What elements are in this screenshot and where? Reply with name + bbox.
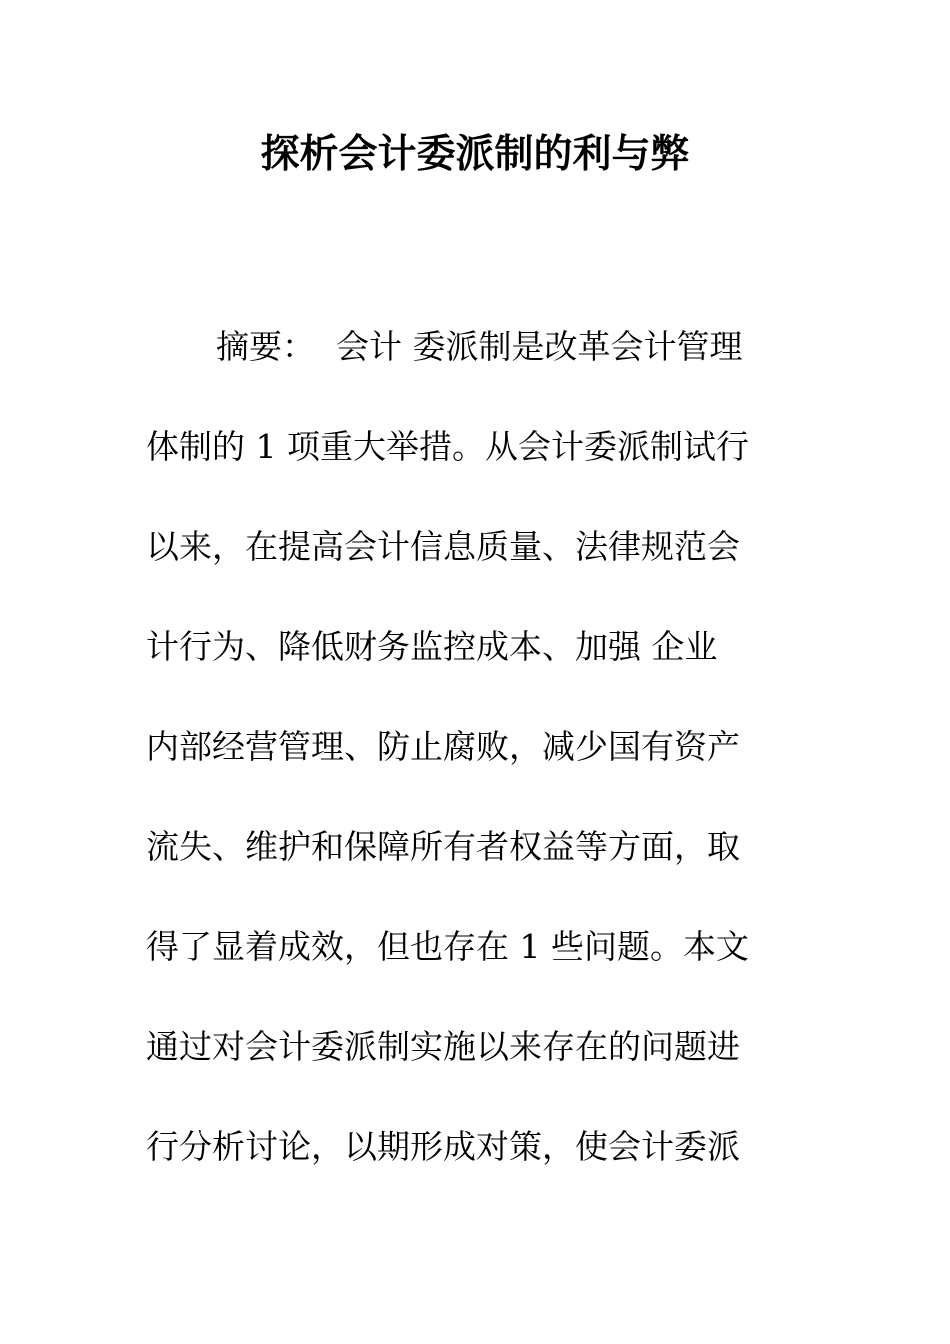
abstract-line: 得了显着成效，但也存在 1 些问题。本文	[146, 927, 749, 966]
abstract-line: 内部经营管理、防止腐败，减少国有资产	[146, 727, 740, 766]
abstract-line: 通过对会计委派制实施以来存在的问题进	[146, 1027, 740, 1066]
abstract-line: 体制的 1 项重大举措。从会计委派制试行	[146, 427, 749, 466]
abstract-line: 流失、维护和保障所有者权益等方面，取	[146, 827, 740, 866]
abstract-line: 以来，在提高会计信息质量、法律规范会	[146, 527, 740, 566]
abstract-line: 计行为、降低财务监控成本、加强 企业	[146, 627, 718, 666]
document-title: 探析会计委派制的利与弊	[260, 131, 690, 177]
abstract-paragraph	[146, 297, 786, 1197]
abstract-line: 行分析讨论，以期形成对策，使会计委派	[146, 1127, 740, 1166]
abstract-line: 摘要： 会计 委派制是改革会计管理	[216, 327, 743, 366]
